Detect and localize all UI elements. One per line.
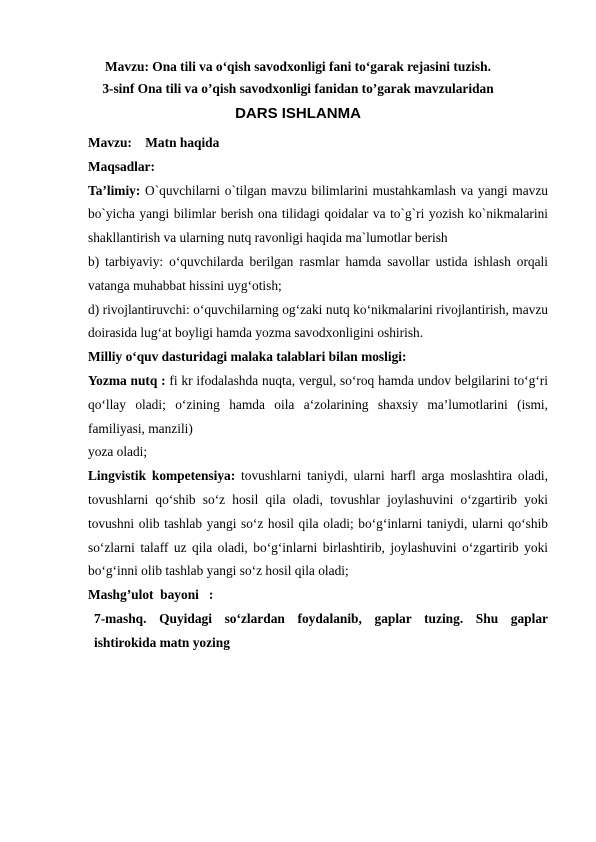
topic-label: Mavzu: <box>88 135 132 150</box>
linguistic-text: tovushlarni taniydi, ularni harfl arga moslashtira oladi, tovushlarni qo‘shib so‘z hosil qila oladi, tovushlar joylashuvini o‘zgartirib yoki tovushni olib tashlab yangi so‘z hosil qila oladi; bo‘g‘inlarni taniydi, ularni qo‘shib so‘zlarni talaff uz qila oladi, bo‘g‘inlarni birlashtirib, joylashuvini o‘zgartirib yoki bo‘g‘inni olib tashlab yangi so‘z hosil qila oladi; <box>88 468 548 579</box>
header-topic-line: Mavzu: Ona tili va o‘qish savodxonligi fani to‘garak rejasini tuzish. <box>105 59 491 74</box>
educational-text: O`quvchilarni o`tilgan mavzu bilimlarini mustahkamlash va yangi mavzu bo`yicha yangi bilimlar berish ona tilidagi qoidalar va to`g`ri yozish ko`nikmalarini shakllantirish va ularning nutq ravonligi haqida ma`lumotlar berish <box>88 182 548 246</box>
writing-label: Yozma nutq : <box>88 372 166 388</box>
educational-label: Ta’limiy: <box>88 182 141 198</box>
writing-text: fi kr ifodalashda nuqta, vergul, so‘roq hamda undov belgilarini to‘g‘ri qo‘llay oladi; o‘zining hamda oila a‘zolarining shaxsiy ma’lumotlarini (ismi, familiyasi, manzili) <box>88 372 548 436</box>
linguistic-competence <box>88 464 548 583</box>
header-subtitle-line: 3-sinf Ona tili va o’qish savodxonligi fanidan to’garak mavzularidan <box>102 81 494 96</box>
writing-continuation: yoza oladi; <box>88 444 148 460</box>
linguistic-label: Lingvistik kompetensiya: <box>88 468 236 484</box>
goals-label: Maqsadlar: <box>88 158 155 174</box>
lesson-progress-label: Mashg’ulot bayoni : <box>88 587 214 603</box>
educational-goal <box>88 179 548 250</box>
developmental-goal: d) rivojlantiruvchi: o‘quvchilarning og‘zaki nutq ko‘nikmalarini rivojlantirish, mavzu doirasida lug‘at boyligi hamda yozma savodxonligini oshirish. <box>88 301 548 341</box>
topic-value: Matn haqida <box>145 135 220 150</box>
curriculum-heading: Milliy o‘quv dasturidagi malaka talablari bilan mosligi: <box>88 349 407 365</box>
page-title: DARS ISHLANMA <box>235 105 361 122</box>
document-body <box>88 131 548 655</box>
exercise-text: 7-mashq. Quyidagi so‘zlardan foydalanib, gaplar tuzing. Shu gaplar ishtirokida matn yozing <box>94 610 548 650</box>
upbringing-goal: b) tarbiyaviy: o‘quvchilarda berilgan rasmlar hamda savollar ustida ishlash orqali vatanga muhabbat hissini uyg‘otish; <box>88 253 548 293</box>
topic-line <box>88 131 548 155</box>
writing-competence <box>88 369 548 440</box>
